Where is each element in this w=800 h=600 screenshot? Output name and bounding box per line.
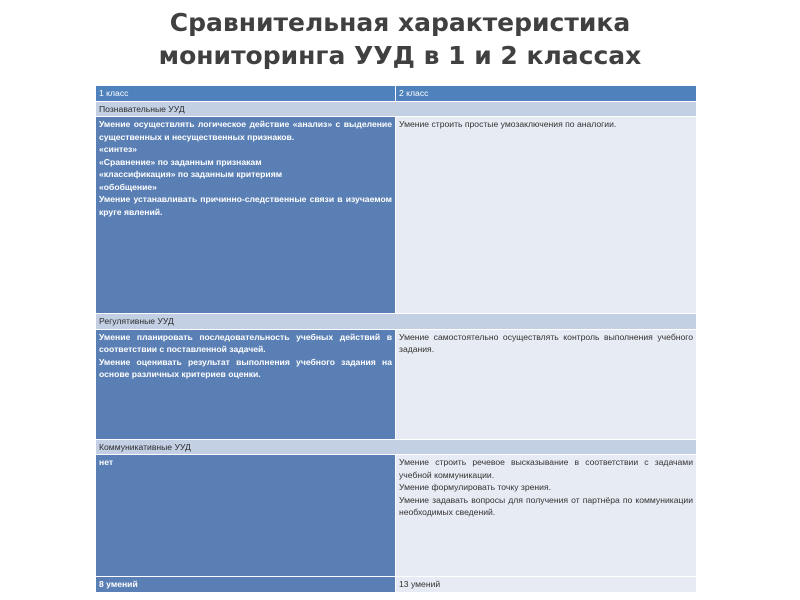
table-row (96, 329, 697, 439)
communicative-grade-1-cell (96, 455, 396, 577)
comparison-table (95, 85, 697, 593)
communicative-grade-2-cell (396, 455, 697, 577)
cognitive-grade-1-cell (96, 117, 396, 314)
table-header-row (96, 86, 697, 102)
grade-1-header: 1 класс (96, 86, 396, 102)
list-item: Умение самостоятельно осуществлять контроль выполнения учебного задания. (399, 331, 693, 354)
list-item: Умение задавать вопросы для получения от партнёра по коммуникации необходимых сведений. (399, 494, 693, 517)
grade-2-total: 13 умений (396, 577, 697, 593)
slide-title (0, 6, 800, 72)
regulatory-grade-1-cell (96, 329, 396, 439)
cognitive-grade-2-cell (396, 117, 697, 314)
slide-title-line-2: мониторинга УУД в 1 и 2 классах (158, 41, 642, 70)
slide-title-line-1: Сравнительная характеристика (169, 8, 631, 37)
section-heading-communicative: Коммуникативные УУД (96, 439, 697, 455)
list-item: «классификация» по заданным критериям (99, 169, 283, 179)
list-item: «Сравнение» по заданным признакам (99, 156, 262, 167)
list-item: «синтез» (99, 144, 138, 154)
list-item: нет (99, 457, 114, 467)
list-item: Умение планировать последовательность учебных действий в соответствии с поставленной задачей. (99, 331, 392, 354)
section-heading-row (96, 101, 697, 117)
list-item: Умение строить простые умозаключения по аналогии. (399, 119, 617, 129)
totals-row (96, 577, 697, 593)
list-item: «обобщение» (99, 181, 157, 192)
list-item: Умение оценивать результат выполнения учебного задания на основе различных критериев оценки. (99, 356, 392, 379)
list-item: Умение осуществлять логическое действие «анализ» с выделение существенных и несущественных признаков. (99, 119, 392, 142)
list-item: Умение строить речевое высказывание в соответствии с задачами учебной коммуникации. (399, 457, 693, 480)
section-heading-regulatory: Регулятивные УУД (96, 314, 697, 330)
section-heading-row (96, 314, 697, 330)
grade-1-total: 8 умений (96, 577, 396, 593)
regulatory-grade-2-cell (396, 329, 697, 439)
table-row (96, 455, 697, 577)
list-item: Умение формулировать точку зрения. (399, 482, 551, 492)
section-heading-cognitive: Познавательные УУД (96, 101, 697, 117)
section-heading-row (96, 439, 697, 455)
grade-2-header: 2 класс (396, 86, 697, 102)
table-row (96, 117, 697, 314)
list-item: Умение устанавливать причинно-следственные связи в изучаемом круге явлений. (99, 194, 392, 217)
